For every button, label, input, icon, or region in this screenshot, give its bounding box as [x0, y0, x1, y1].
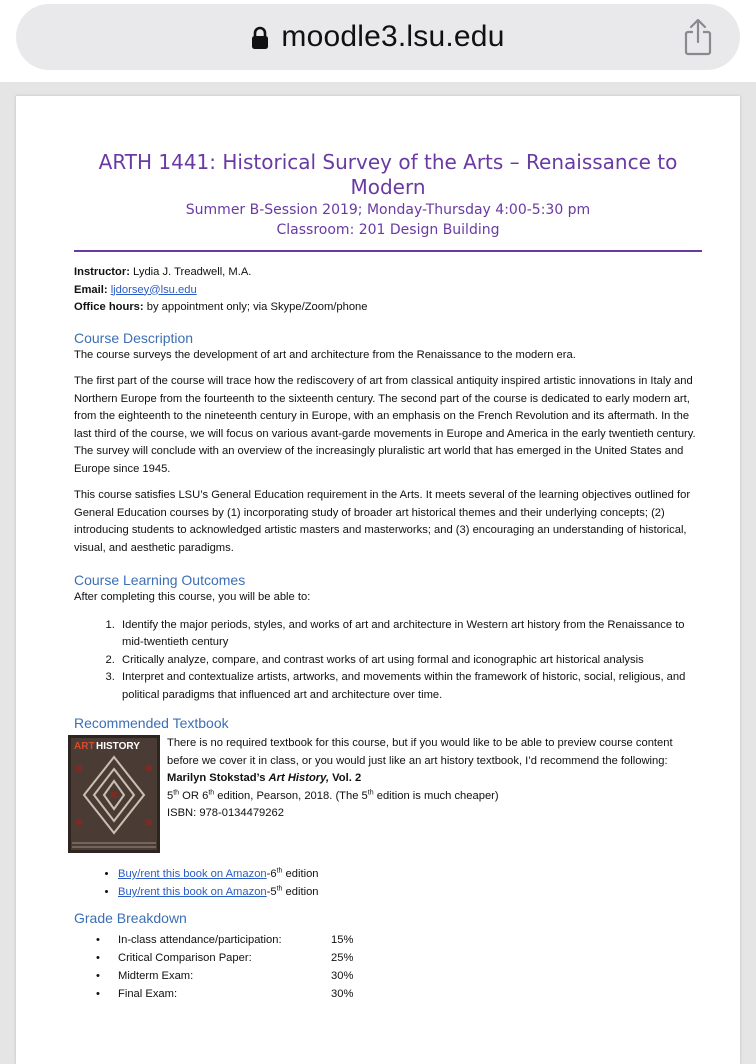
grade-breakdown — [74, 931, 702, 1003]
cover-title-art: ART — [74, 741, 95, 752]
outcome-item: 3. Interpret and contextualize artists, artworks, and movements within the framework of historic, social, religious, and political paradigms that influenced art and architecture over time. — [118, 669, 702, 704]
cover-title-history: HISTORY — [96, 741, 140, 752]
lock-icon — [251, 26, 269, 50]
course-session: Summer B-Session 2019; Monday-Thursday 4:00-5:30 pm — [185, 202, 591, 218]
textbook-links — [74, 865, 702, 901]
email-link[interactable]: ljdorsey@lsu.edu — [110, 283, 197, 296]
textbook-edition: 5th OR 6th edition, Pearson, 2018. (The 5th edition is much cheaper) — [167, 788, 499, 802]
outcomes-list — [74, 617, 702, 705]
title-divider — [74, 250, 702, 252]
grade-label: Midterm Exam: — [118, 970, 194, 982]
grade-value: 15% — [331, 934, 354, 946]
grade-row: • Final Exam: 30% — [74, 985, 702, 1003]
office-hours-label: Office hours: — [74, 301, 144, 313]
list-item: • Buy/rent this book on Amazon-5th edition — [118, 883, 702, 901]
description-paragraph-1: The course surveys the development of art and architecture from the Renaissance to the modern era. — [74, 348, 576, 361]
instructor-name: Lydia J. Treadwell, M.A. — [129, 266, 252, 278]
textbook-title-line — [167, 770, 702, 788]
outcomes-intro: After completing this course, you will be able to: — [74, 591, 311, 603]
grades-heading: Grade Breakdown — [74, 910, 187, 926]
grade-value: 30% — [331, 970, 354, 982]
textbook-title: Art History, — [268, 772, 330, 784]
amazon-link-5th[interactable]: Buy/rent this book on Amazon — [118, 886, 267, 898]
list-item: • Buy/rent this book on Amazon-6th edition — [118, 865, 702, 883]
book-cover-image — [68, 735, 160, 853]
amazon-link-6th[interactable]: Buy/rent this book on Amazon — [118, 868, 267, 880]
description-paragraph-2: The first part of the course will trace how the rediscovery of art from classical antiquity inspired artistic innovations in Italy and Northern Europe from the fourteenth to the sixteenth century. The second part of the course is dedicated to early modern art, from the eighteenth to the nineteenth century in Europe, with an emphasis on the French Revolution and its aftermath. In the last third of the course, we will focus on various avant-garde movements in Europe and America in the early twentieth century. The survey will conclude with an overview of the increasingly pluralistic art world that has emerged in the United States and Europe since 1945. — [74, 375, 696, 475]
instructor-block — [74, 264, 702, 317]
browser-toolbar — [0, 0, 756, 83]
outcome-item: 1. Identify the major periods, styles, and works of art and architecture in Western art history from the Renaissance to mid-twentieth century — [118, 617, 702, 652]
document-viewport[interactable] — [0, 82, 756, 1064]
grade-row: • Critical Comparison Paper: 25% — [74, 949, 702, 967]
grade-label: Critical Comparison Paper: — [118, 952, 252, 964]
grade-row: • In-class attendance/participation: 15% — [74, 931, 702, 949]
grade-value: 25% — [331, 952, 354, 964]
outcome-item: 2. Critically analyze, compare, and contrast works of art using formal and iconographic art historical analysis — [118, 652, 702, 670]
description-paragraph-3: This course satisfies LSU’s General Education requirement in the Arts. It meets several of the learning objectives outlined for General Education courses by (1) incorporating study of broader art historical themes and their underlying concepts; (2) introducing students to acknowledged artistic masters and masterworks; and (3) encouraging an understanding of historical, visual, and aesthetic paradigms. — [74, 489, 691, 554]
textbook-author: Marilyn Stokstad’s — [167, 772, 269, 784]
share-icon[interactable] — [682, 18, 714, 58]
grade-row: • Midterm Exam: 30% — [74, 967, 702, 985]
grade-value: 30% — [331, 988, 354, 1000]
address-bar[interactable] — [16, 4, 740, 70]
email-label: Email: — [74, 283, 108, 296]
textbook-isbn: ISBN: 978-0134479262 — [167, 807, 284, 819]
textbook-heading: Recommended Textbook — [74, 715, 229, 731]
grade-label: Final Exam: — [118, 988, 178, 1000]
document-page — [16, 96, 740, 1064]
description-heading: Course Description — [74, 329, 194, 346]
office-hours-value: by appointment only; via Skype/Zoom/phone — [143, 301, 368, 313]
grade-label: In-class attendance/participation: — [118, 934, 282, 946]
outcomes-heading: Course Learning Outcomes — [74, 572, 246, 588]
instructor-label: Instructor: — [74, 266, 130, 278]
textbook-block — [74, 735, 702, 853]
course-title: ARTH 1441: Historical Survey of the Arts – Renaissance to Modern — [98, 150, 678, 199]
textbook-volume: Vol. 2 — [329, 772, 362, 784]
url-text: moodle3.lsu.edu — [281, 20, 505, 53]
textbook-intro: There is no required textbook for this course, but if you would like to be able to preview course content before we cover it in class, or you would just like an art history textbook, I’d recommend the following: — [167, 737, 673, 767]
course-classroom: Classroom: 201 Design Building — [276, 222, 500, 238]
